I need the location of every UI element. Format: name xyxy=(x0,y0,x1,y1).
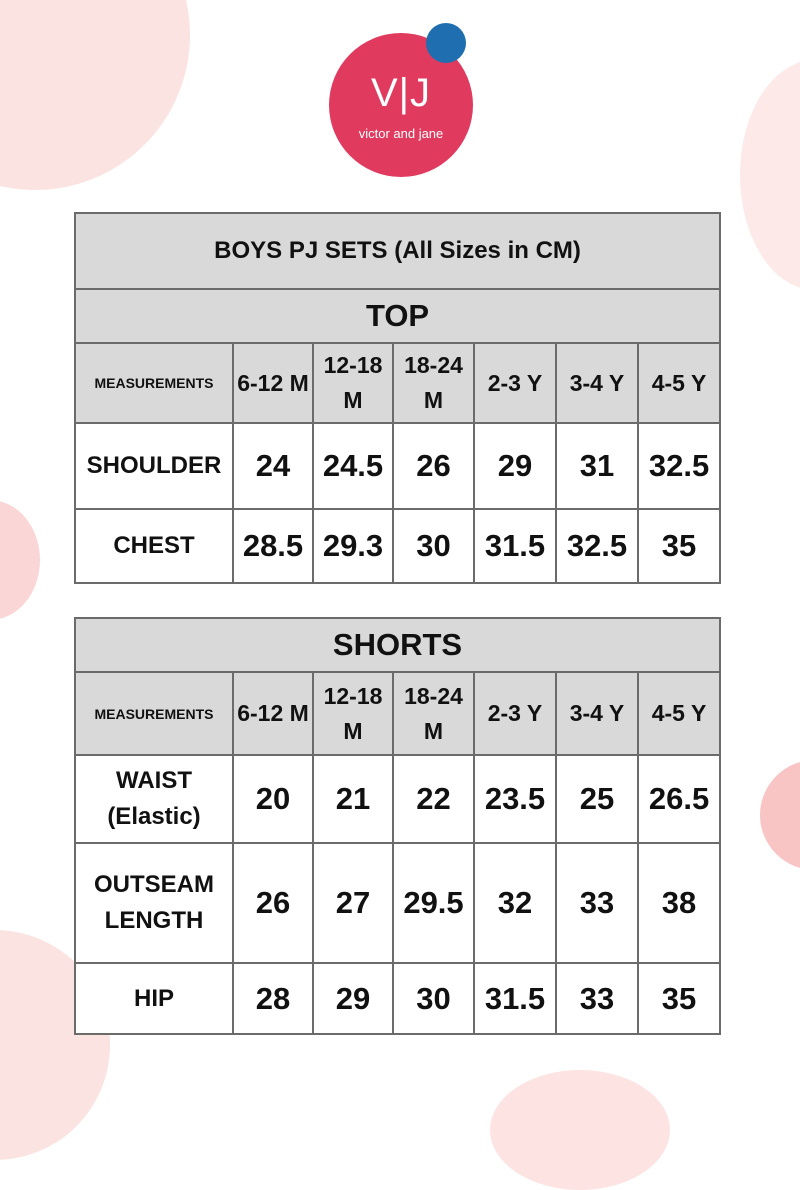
section-title-shorts: SHORTS xyxy=(75,618,720,672)
measurement-value: 29.5 xyxy=(393,843,474,963)
background-blob xyxy=(0,0,190,190)
logo-mark: V|J xyxy=(370,71,432,115)
measurement-value: 32.5 xyxy=(638,423,720,509)
size-header: 12-18 M xyxy=(313,672,393,755)
measurement-value: 28.5 xyxy=(233,509,313,583)
size-header: 6-12 M xyxy=(233,343,313,423)
measurement-value: 23.5 xyxy=(474,755,556,843)
size-header: 6-12 M xyxy=(233,672,313,755)
measurements-header: MEASUREMENTS xyxy=(75,672,233,755)
measurements-header: MEASUREMENTS xyxy=(75,343,233,423)
measurement-value: 30 xyxy=(393,509,474,583)
measurement-value: 21 xyxy=(313,755,393,843)
measurement-value: 29.3 xyxy=(313,509,393,583)
measurement-value: 35 xyxy=(638,509,720,583)
size-header: 18-24 M xyxy=(393,672,474,755)
measurement-value: 32 xyxy=(474,843,556,963)
background-blob xyxy=(490,1070,670,1190)
measurement-value: 27 xyxy=(313,843,393,963)
measurement-value: 29 xyxy=(313,963,393,1034)
top-size-table xyxy=(74,212,721,584)
table-row xyxy=(75,755,720,843)
measurement-value: 24.5 xyxy=(313,423,393,509)
measurement-value: 24 xyxy=(233,423,313,509)
measurement-value: 28 xyxy=(233,963,313,1034)
measurement-value: 26 xyxy=(393,423,474,509)
row-label: CHEST xyxy=(75,509,233,583)
size-header-row xyxy=(75,672,720,755)
brand-logo xyxy=(329,33,473,177)
measurement-value: 30 xyxy=(393,963,474,1034)
measurement-value: 22 xyxy=(393,755,474,843)
row-label: SHOULDER xyxy=(75,423,233,509)
size-header: 18-24 M xyxy=(393,343,474,423)
measurement-value: 31.5 xyxy=(474,963,556,1034)
section-title-top: TOP xyxy=(75,289,720,343)
size-header: 4-5 Y xyxy=(638,672,720,755)
size-header: 3-4 Y xyxy=(556,672,638,755)
size-header: 4-5 Y xyxy=(638,343,720,423)
shorts-size-table xyxy=(74,617,721,1035)
table-row xyxy=(75,963,720,1034)
size-header: 12-18 M xyxy=(313,343,393,423)
row-label: HIP xyxy=(75,963,233,1034)
measurement-value: 25 xyxy=(556,755,638,843)
measurement-value: 31.5 xyxy=(474,509,556,583)
size-header: 2-3 Y xyxy=(474,672,556,755)
table-row xyxy=(75,509,720,583)
measurement-value: 32.5 xyxy=(556,509,638,583)
size-header-row xyxy=(75,343,720,423)
background-blob xyxy=(0,500,40,620)
measurement-value: 35 xyxy=(638,963,720,1034)
chart-title: BOYS PJ SETS (All Sizes in CM) xyxy=(75,213,720,289)
measurement-value: 38 xyxy=(638,843,720,963)
size-header: 2-3 Y xyxy=(474,343,556,423)
table-row xyxy=(75,843,720,963)
measurement-value: 20 xyxy=(233,755,313,843)
measurement-value: 33 xyxy=(556,963,638,1034)
table-row xyxy=(75,423,720,509)
logo-dot xyxy=(426,23,466,63)
size-header: 3-4 Y xyxy=(556,343,638,423)
measurement-value: 33 xyxy=(556,843,638,963)
measurement-value: 31 xyxy=(556,423,638,509)
row-label: OUTSEAM LENGTH xyxy=(75,843,233,963)
logo-brand-name: victor and jane xyxy=(358,126,444,141)
background-blob xyxy=(760,760,800,870)
measurement-value: 26 xyxy=(233,843,313,963)
row-label: WAIST (Elastic) xyxy=(75,755,233,843)
background-blob xyxy=(740,60,800,290)
measurement-value: 26.5 xyxy=(638,755,720,843)
measurement-value: 29 xyxy=(474,423,556,509)
